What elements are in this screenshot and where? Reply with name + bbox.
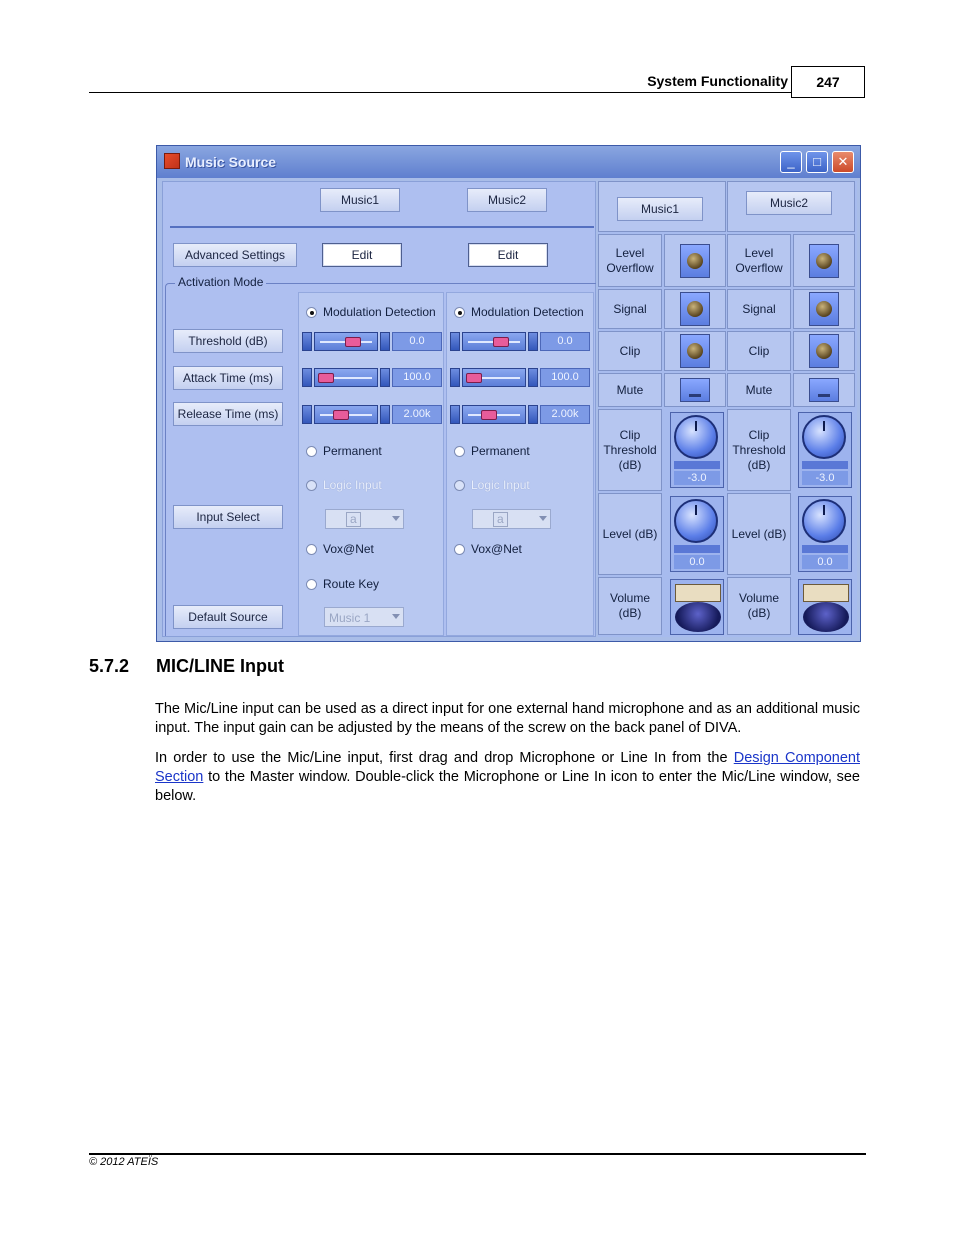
mute-button-music1[interactable] (680, 378, 710, 402)
led-indicator-icon (680, 334, 710, 368)
knob-stepper[interactable] (674, 461, 720, 469)
clip-threshold-label-music1: Clip Threshold (dB) (598, 409, 662, 491)
section-number: 5.7.2 (89, 656, 130, 676)
level-knob-music2[interactable] (798, 496, 852, 572)
slider-right-arrow[interactable] (380, 332, 390, 351)
mute-button-music2[interactable] (809, 378, 839, 402)
clip-threshold-knob-music2[interactable] (798, 412, 852, 488)
paragraph-2 (155, 749, 860, 806)
permanent-label-music2: Permanent (471, 444, 530, 458)
minimize-button[interactable]: _ (780, 151, 802, 173)
modulation-detection-label-music2: Modulation Detection (471, 305, 584, 319)
vox-at-net-radio-music2[interactable] (454, 544, 465, 555)
divider (170, 226, 594, 228)
paragraph-2-text-a: In order to use the Mic/Line input, first drag and drop Microphone or Line In from the (155, 750, 734, 766)
slider-thumb[interactable] (481, 410, 497, 420)
clip-led-cell-music2 (793, 331, 855, 371)
volume-label-music2: Volume (dB) (727, 577, 791, 635)
slider-right-arrow[interactable] (528, 332, 538, 351)
slider-thumb[interactable] (333, 410, 349, 420)
slider-right-arrow[interactable] (528, 405, 538, 424)
level-value-music2: 0.0 (802, 555, 848, 569)
window-title: Music Source (185, 154, 277, 170)
slider-thumb[interactable] (466, 373, 482, 383)
knob-icon[interactable] (802, 415, 846, 459)
threshold-slider-music2[interactable] (450, 332, 592, 351)
level-overflow-led-cell-music2 (793, 234, 855, 287)
threshold-label: Threshold (dB) (173, 329, 283, 353)
route-key-label: Route Key (323, 577, 380, 591)
led-indicator-icon (809, 244, 839, 278)
edit-button-music2[interactable]: Edit (468, 243, 548, 267)
mute-label-music1: Mute (598, 373, 662, 407)
slider-track[interactable] (462, 405, 526, 424)
mute-cell-music1 (664, 373, 726, 407)
slider-left-arrow[interactable] (450, 368, 460, 387)
input-select-label: Input Select (173, 505, 283, 529)
slider-track[interactable] (462, 332, 526, 351)
modulation-detection-radio-music1[interactable] (306, 307, 317, 318)
slider-thumb[interactable] (318, 373, 334, 383)
page-number: 247 (791, 66, 865, 98)
left-column-music1-header: Music1 (320, 188, 400, 212)
level-label-music2: Level (dB) (727, 493, 791, 575)
vox-at-net-radio-music1[interactable] (306, 544, 317, 555)
clip-led-cell-music1 (664, 331, 726, 371)
paragraph-1: The Mic/Line input can be used as a direct input for one external hand microphone and as an additional music input. The input gain can be adjusted by the means of the screw on the back panel of DIVA. (155, 701, 860, 736)
route-key-radio[interactable] (306, 579, 317, 590)
activation-panel (162, 181, 596, 637)
threshold-value-music1: 0.0 (392, 332, 442, 351)
slider-left-arrow[interactable] (302, 405, 312, 424)
knob-icon[interactable] (802, 499, 846, 543)
vu-meter-icon (798, 579, 852, 635)
slider-left-arrow[interactable] (302, 368, 312, 387)
footer-rule (89, 1153, 866, 1155)
release-value-music2: 2.00k (540, 405, 590, 424)
slider-left-arrow[interactable] (450, 332, 460, 351)
app-icon (164, 153, 180, 169)
modulation-detection-label-music1: Modulation Detection (323, 305, 436, 319)
threshold-value-music2: 0.0 (540, 332, 590, 351)
music1-meter-header (598, 181, 726, 232)
signal-label-music1: Signal (598, 289, 662, 329)
release-value-music1: 2.00k (392, 405, 442, 424)
vu-meter-icon (670, 579, 724, 635)
chevron-down-icon (539, 516, 547, 521)
clip-threshold-label-music2: Clip Threshold (dB) (727, 409, 791, 491)
slider-right-arrow[interactable] (528, 368, 538, 387)
slider-right-arrow[interactable] (380, 368, 390, 387)
threshold-slider-music1[interactable] (302, 332, 444, 351)
running-header-title: System Functionality (647, 73, 788, 89)
paragraph-2-text-b: to the Master window. Double-click the Microphone or Line In icon to enter the Mic/Line window, see below. (155, 769, 860, 804)
footer-copyright: © 2012 ATEÏS (89, 1156, 159, 1168)
level-knob-music1[interactable] (670, 496, 724, 572)
logic-input-combo-music1: a (325, 509, 404, 529)
music-source-window (156, 145, 861, 642)
slider-left-arrow[interactable] (302, 332, 312, 351)
signal-led-cell-music2 (793, 289, 855, 329)
logic-input-label-music1: Logic Input (323, 478, 382, 492)
volume-label-music1: Volume (dB) (598, 577, 662, 635)
window-titlebar (157, 146, 860, 178)
led-indicator-icon (809, 292, 839, 326)
music1-meter-title: Music1 (617, 197, 703, 221)
permanent-radio-music2[interactable] (454, 446, 465, 457)
slider-thumb[interactable] (493, 337, 509, 347)
attack-time-label: Attack Time (ms) (173, 366, 283, 390)
clip-threshold-value-music2: -3.0 (802, 471, 848, 485)
slider-track[interactable] (314, 368, 378, 387)
vox-at-net-label-music1: Vox@Net (323, 542, 374, 556)
section-title: MIC/LINE Input (156, 656, 284, 676)
attack-value-music2: 100.0 (540, 368, 590, 387)
slider-thumb[interactable] (345, 337, 361, 347)
modulation-detection-radio-music2[interactable] (454, 307, 465, 318)
logic-input-radio-music2 (454, 480, 465, 491)
release-time-label: Release Time (ms) (173, 402, 283, 426)
default-source-label: Default Source (173, 605, 283, 629)
led-indicator-icon (680, 244, 710, 278)
signal-led-cell-music1 (664, 289, 726, 329)
level-overflow-label-music1: Level Overflow (598, 234, 662, 287)
knob-stepper[interactable] (802, 461, 848, 469)
attack-value-music1: 100.0 (392, 368, 442, 387)
level-label-music1: Level (dB) (598, 493, 662, 575)
left-column-music2-header: Music2 (467, 188, 547, 212)
led-indicator-icon (809, 334, 839, 368)
music2-meter-header (727, 181, 855, 232)
default-source-combo: Music 1 (324, 607, 404, 627)
logic-input-combo-music2: a (472, 509, 551, 529)
knob-stepper[interactable] (802, 545, 848, 553)
clip-label-music1: Clip (598, 331, 662, 371)
level-overflow-led-cell-music1 (664, 234, 726, 287)
permanent-radio-music1[interactable] (306, 446, 317, 457)
slider-track[interactable] (314, 332, 378, 351)
logic-input-label-music2: Logic Input (471, 478, 530, 492)
edit-button-music1[interactable]: Edit (322, 243, 402, 267)
knob-icon[interactable] (674, 415, 718, 459)
design-component-section-link[interactable]: Design Component Section (155, 750, 860, 785)
vox-at-net-label-music2: Vox@Net (471, 542, 522, 556)
chevron-down-icon (392, 614, 400, 619)
chevron-down-icon (392, 516, 400, 521)
slider-left-arrow[interactable] (450, 405, 460, 424)
close-button[interactable]: ✕ (832, 151, 854, 173)
mute-label-music2: Mute (727, 373, 791, 407)
slider-track[interactable] (462, 368, 526, 387)
signal-label-music2: Signal (727, 289, 791, 329)
clip-threshold-value-music1: -3.0 (674, 471, 720, 485)
knob-icon[interactable] (674, 499, 718, 543)
meters-panel (598, 181, 857, 637)
attack-slider-music2[interactable] (450, 368, 592, 387)
music2-meter-title: Music2 (746, 191, 832, 215)
knob-stepper[interactable] (674, 545, 720, 553)
clip-threshold-knob-music1[interactable] (670, 412, 724, 488)
release-slider-music2[interactable] (450, 405, 592, 424)
permanent-label-music1: Permanent (323, 444, 382, 458)
advanced-settings-label: Advanced Settings (173, 243, 297, 267)
slider-right-arrow[interactable] (380, 405, 390, 424)
header-rule (89, 92, 791, 93)
maximize-button[interactable]: □ (806, 151, 828, 173)
mute-cell-music2 (793, 373, 855, 407)
level-overflow-label-music2: Level Overflow (727, 234, 791, 287)
clip-label-music2: Clip (727, 331, 791, 371)
led-indicator-icon (680, 292, 710, 326)
slider-track[interactable] (314, 405, 378, 424)
attack-slider-music1[interactable] (302, 368, 444, 387)
activation-mode-legend: Activation Mode (175, 275, 266, 289)
logic-input-radio-music1 (306, 480, 317, 491)
release-slider-music1[interactable] (302, 405, 444, 424)
level-value-music1: 0.0 (674, 555, 720, 569)
